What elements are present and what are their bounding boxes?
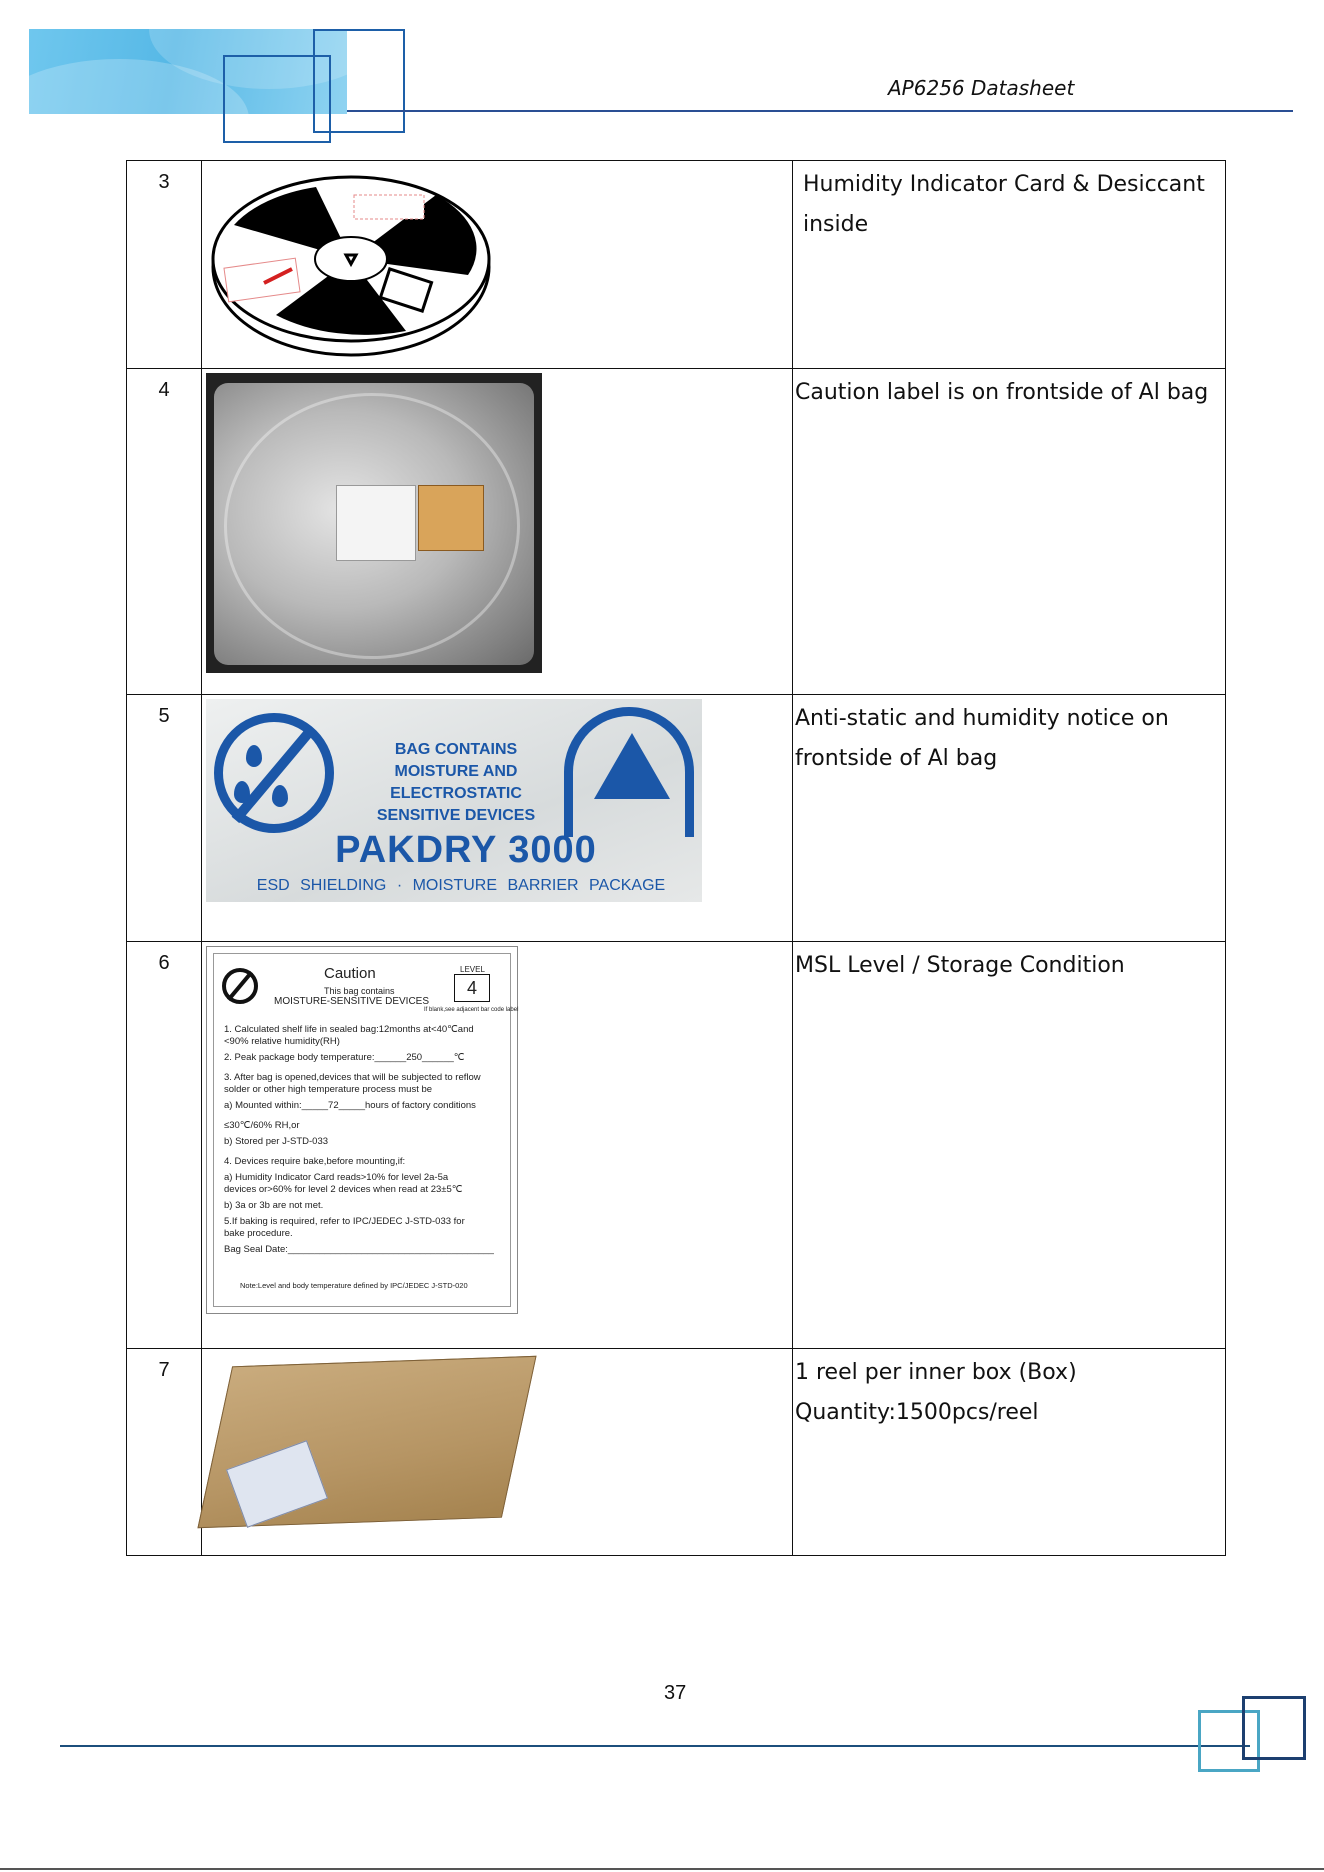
msl-line: devices or>60% for level 2 devices when read at 23±5℃: [224, 1184, 463, 1195]
header-square-decoration: [313, 29, 405, 133]
no-moisture-icon: [222, 968, 258, 1004]
msl-line: solder or other high temperature process must be: [224, 1084, 433, 1095]
esd-notice-image: [206, 699, 702, 902]
msl-line: b) 3a or 3b are not met.: [224, 1200, 324, 1211]
row-number: 5: [127, 695, 202, 942]
barcode-label: [336, 485, 416, 561]
table-row: [127, 161, 1226, 369]
msl-note: Note:Level and body temperature defined by IPC/JEDEC J-STD-020: [240, 1281, 468, 1290]
footer-square-decoration: [1242, 1696, 1306, 1760]
msl-title: Caution: [324, 965, 376, 982]
row-description: [793, 161, 1226, 369]
image-cell: [202, 1349, 793, 1556]
foil-bag-image: [206, 373, 542, 673]
row-number: 7: [127, 1349, 202, 1556]
esd-text: BAG CONTAINS MOISTURE AND ELECTROSTATIC SENSITIVE DEVICES: [376, 741, 536, 824]
image-cell: [202, 369, 793, 695]
row-description: [793, 942, 1226, 1349]
msl-level-label: LEVEL: [460, 965, 485, 974]
msl-line: 5.If baking is required, refer to IPC/JEDEC J-STD-033 for: [224, 1216, 465, 1227]
header-rule: [347, 110, 1293, 112]
esd-brand: PAKDRY 3000: [335, 829, 597, 871]
table-row: [127, 695, 1226, 942]
description-line: MSL Level / Storage Condition: [795, 953, 1125, 978]
row-number: 6: [127, 942, 202, 1349]
msl-level-value: 4: [454, 974, 490, 1002]
msl-line: 4. Devices require bake,before mounting,if:: [224, 1156, 406, 1167]
esd-footer-text: ESD SHIELDING · MOISTURE BARRIER PACKAGE: [256, 877, 666, 894]
msl-line: <90% relative humidity(RH): [224, 1036, 340, 1047]
msl-label-image: [206, 946, 518, 1314]
footer-rule: [60, 1745, 1250, 1747]
msl-line: 1. Calculated shelf life in sealed bag:12months at<40℃and: [224, 1024, 474, 1035]
reel-diagram-image: [206, 165, 496, 359]
table-row: [127, 1349, 1226, 1556]
row-description: [793, 369, 1226, 695]
document-title: AP6256 Datasheet: [888, 76, 1075, 100]
inner-box-image: [206, 1353, 536, 1543]
msl-subtitle: This bag contains: [324, 986, 395, 996]
no-moisture-icon: [214, 713, 334, 833]
row-description: [793, 695, 1226, 942]
row-description: [793, 1349, 1226, 1556]
image-cell: [202, 161, 793, 369]
msl-heading: MOISTURE-SENSITIVE DEVICES: [274, 996, 430, 1007]
table-row: [127, 942, 1226, 1349]
msl-line: b) Stored per J-STD-033: [224, 1136, 329, 1147]
table-row: [127, 369, 1226, 695]
msl-line: 3. After bag is opened,devices that will be subjected to reflow: [224, 1072, 481, 1083]
description-line: Caution label is on frontside of Al bag: [795, 380, 1209, 405]
description-line: Humidity Indicator Card & Desiccant: [803, 172, 1205, 197]
msl-line: ≤30℃/60% RH,or: [224, 1120, 300, 1131]
description-line: inside: [803, 212, 869, 237]
row-number: 3: [127, 161, 202, 369]
description-line: Quantity:1500pcs/reel: [795, 1400, 1039, 1425]
caution-label: [418, 485, 484, 551]
packing-table: [126, 160, 1226, 1556]
msl-line: 2. Peak package body temperature:______250______℃: [224, 1052, 465, 1063]
page-number: 37: [664, 1682, 687, 1704]
msl-line: a) Humidity Indicator Card reads>10% for level 2a-5a: [224, 1172, 449, 1183]
image-cell: [202, 695, 793, 942]
description-line: 1 reel per inner box (Box): [795, 1360, 1077, 1385]
page-bottom-edge: [0, 1868, 1324, 1870]
image-cell: [202, 942, 793, 1349]
msl-line: bake procedure.: [224, 1228, 293, 1239]
description-line: frontside of Al bag: [795, 746, 998, 771]
msl-level-note: If blank,see adjacent bar code label: [424, 1007, 519, 1013]
msl-line: a) Mounted within:_____72_____hours of factory conditions: [224, 1100, 476, 1111]
row-number: 4: [127, 369, 202, 695]
description-line: Anti-static and humidity notice on: [795, 706, 1169, 731]
msl-line: Bag Seal Date:_______________________________________: [224, 1244, 494, 1255]
